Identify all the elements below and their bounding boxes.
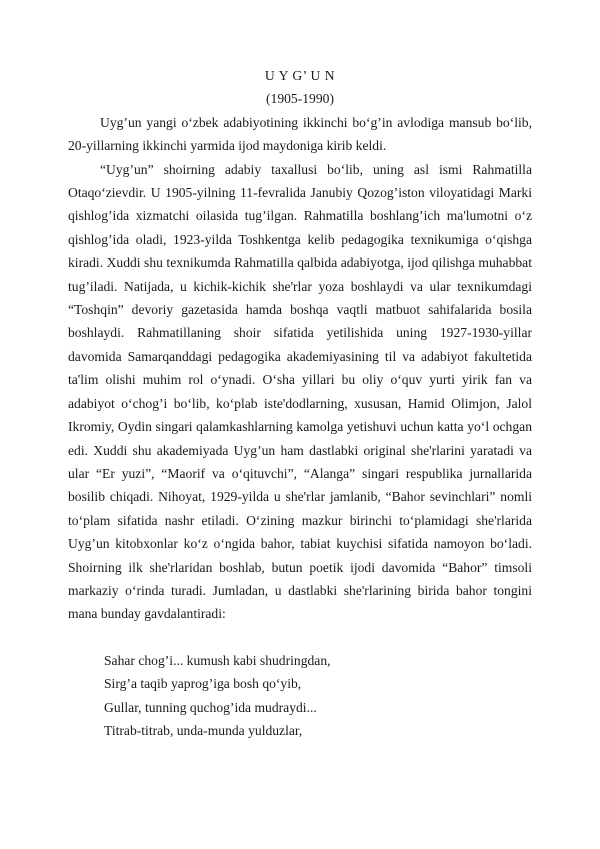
life-years: (1905-1990) [266, 91, 334, 107]
poem-line: Gullar, tunning quchog’ida mudraydi... [104, 699, 317, 715]
poem-line: Titrab-titrab, unda-munda yulduzlar, [104, 722, 303, 738]
poem-line: Sirg’a taqib yaprog’iga bosh qo‘yib, [104, 676, 302, 692]
document-page [68, 64, 532, 742]
poem-excerpt [68, 649, 532, 743]
page-title: U Y G’ U N [264, 68, 336, 83]
paragraph-intro: Uyg’un yangi o‘zbek adabiyotining ikkinchi bo‘g’in avlodiga mansub bo‘lib, 20-yillarning ikkinchi yarmida ijod maydoniga kirib keldi. [68, 114, 532, 154]
paragraph-biography: “Uyg’un” shoirning adabiy taxallusi bo‘lib, uning asl ismi Rahmatilla Otaqo‘zievdir. U 1905-yilning 11-fevralida Janubiy Qozog’iston viloyatidagi Marki qishlog’ida xizmatchi oilasida tug’ilgan. Rahmatilla boshlang’ich ma'lumotni o‘z qishlog’ida oladi, 1923-yilda Toshkentga kelib pedagogika texnikumiga o‘qishga kiradi. Xuddi shu texnikumda Rahmatilla qalbida adabiyotga, ijod qilishga muhabbat tug’iladi. Natijada, u kichik-kichik she'rlar yoza boshlaydi va ular texnikumdagi “Toshqin” devoriy gazetasida hamda boshqa vaqtli matbuot sahifalarida bosila boshlaydi. Rahmatillaning shoir sifatida yetilishida uning 1927-1930-yillar davomida Samarqanddagi pedagogika akademiyasining til va adabiyot fakultetida ta'lim olishi muhim rol o‘ynadi. O‘sha yillari bu oliy o‘quv yurti yirik fan va adabiyot o‘chog’i bo‘lib, ko‘plab iste'dodlarning, xususan, Hamid Olimjon, Jalol Ikromiy, Oydin singari qalamkashlarning kamolga yetishuvi uchun katta yo‘l ochgan edi. Xuddi shu akademiyada Uyg’un ham dastlabki original she'rlarini yaratadi va ular “Er yuzi”, “Maorif va o‘qituvchi”, “Alanga” singari respublika jurnallarida bosilib chiqadi. Nihoyat, 1929-yilda u she'rlar jamlanib, “Bahor sevinchlari” nomli to‘plam sifatida nashr etiladi. O‘zining mazkur birinchi to‘plamidagi she'rlarida Uyg’un kitobxonlar ko‘z o‘ngida bahor, tabiat kuychisi sifatida namoyon bo‘ladi. Shoirning ilk she'rlaridan boshlab, butun poetik ijodi davomida “Bahor” timsoli markaziy o‘rinda turadi. Jumladan, u dastlabki she'rlarining birida bahor tongini mana bunday gavdalantiradi: [68, 161, 532, 622]
poem-line: Sahar chog’i... kumush kabi shudringdan, [104, 652, 331, 668]
